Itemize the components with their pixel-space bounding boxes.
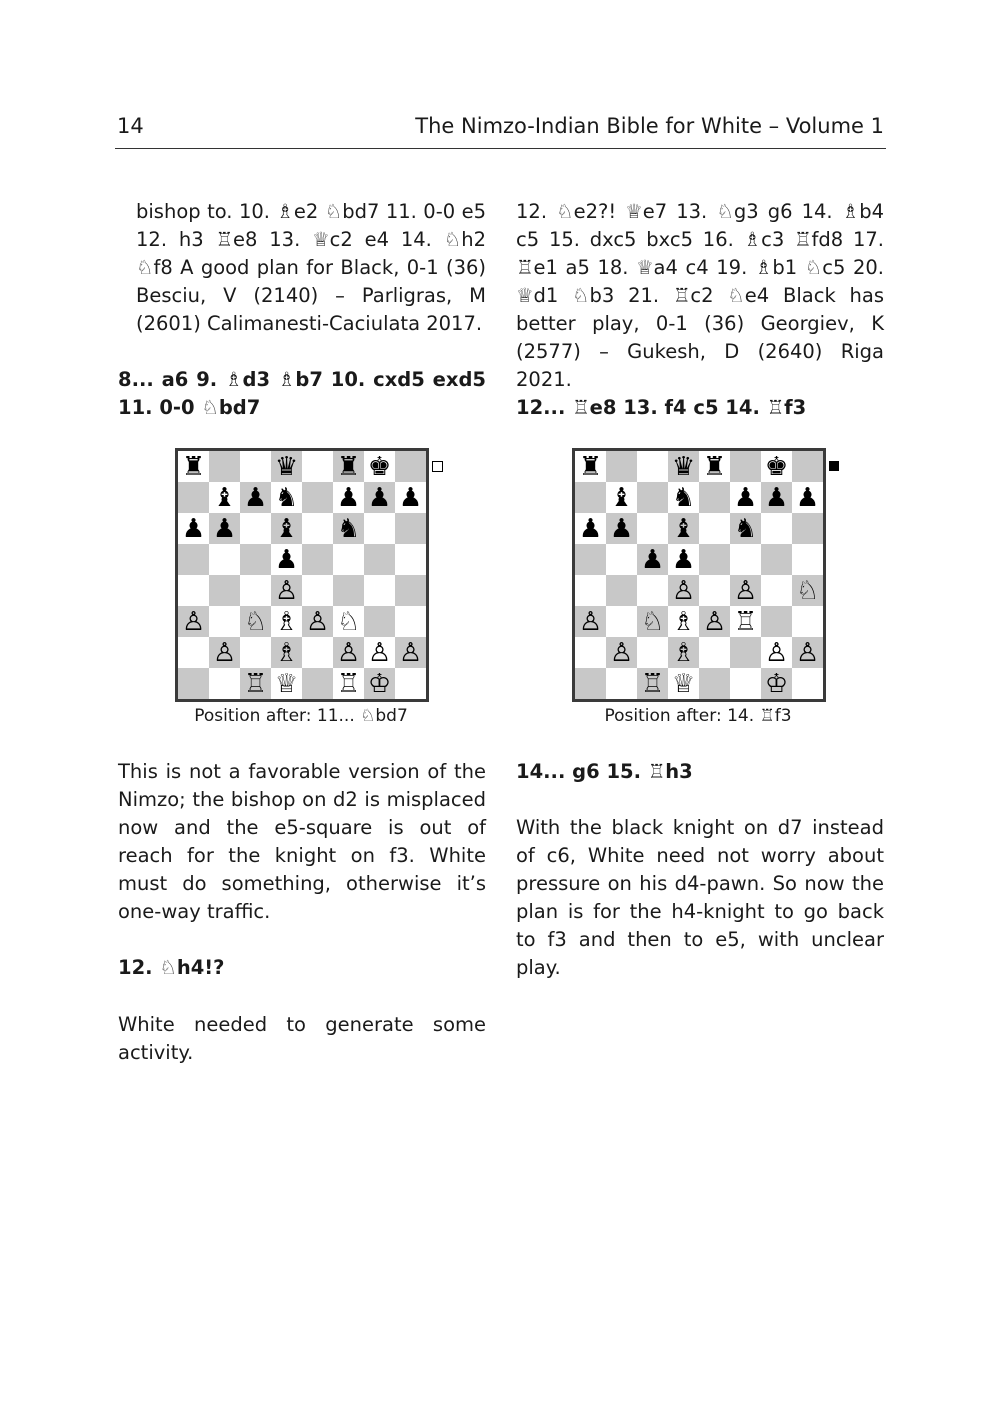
left-paragraph-3-wrap [118,1011,486,1067]
chess-piece-square: ♝ [209,482,240,513]
diagram-caption-2: Position after: 14. ♖f3 [604,706,792,726]
board-square [395,575,426,606]
chess-piece-square: ♘ [333,606,364,637]
chess-piece-square: ♝ [271,513,302,544]
board-square [699,482,730,513]
chess-piece-square: ♟ [637,544,668,575]
board-square [302,668,333,699]
board-square [699,668,730,699]
board-square [606,575,637,606]
chess-piece-square: ♙ [575,606,606,637]
left-paragraph-2-wrap [118,758,486,926]
right-column [516,198,884,394]
board-square [395,544,426,575]
right-paragraph-1: 12. ♘e2?! ♕e7 13. ♘g3 g6 14. ♗b4 c5 15. dxc5 bxc5 16. ♗c3 ♖fd8 17. ♖e1 a5 18. ♕a4 c4 19. ♗b1 ♘c5 20. ♕d1 ♘b3 21. ♖c2 ♘e4 Black has better play, 0-1 (36) Georgiev, K (2577) – Gukesh, D (2640) Riga 2021. [516,200,884,391]
board-square [699,544,730,575]
board-square [178,575,209,606]
chess-piece-square: ♙ [730,575,761,606]
running-title: The Nimzo-Indian Bible for White – Volume 1 [415,114,884,138]
chess-piece-square: ♟ [606,513,637,544]
chess-piece-square: ♙ [209,637,240,668]
board-square [606,606,637,637]
board-square [302,544,333,575]
board-square [730,637,761,668]
left-paragraph-2: This is not a favorable version of the Nimzo; the bishop on d2 is misplaced now and the e5-square is out of reach for the knight on f3. White must do something, otherwise it’s one-way traffic. [118,760,486,923]
board-square [637,575,668,606]
chess-piece-square: ♟ [364,482,395,513]
chess-piece-square: ♝ [668,513,699,544]
board-square [730,451,761,482]
chess-piece-square: ♟ [730,482,761,513]
chess-piece-square: ♙ [364,637,395,668]
chess-piece-square: ♙ [792,637,823,668]
chess-piece-square: ♞ [668,482,699,513]
board-square [364,575,395,606]
board-square [730,544,761,575]
chess-piece-square: ♚ [364,451,395,482]
chess-piece-square: ♞ [333,513,364,544]
chess-piece-square: ♕ [271,668,302,699]
board-square [240,513,271,544]
chess-piece-square: ♟ [209,513,240,544]
board-square [637,451,668,482]
board-square [792,451,823,482]
chess-piece-square: ♙ [699,606,730,637]
chess-piece-square: ♙ [668,575,699,606]
chess-piece-square: ♞ [730,513,761,544]
chess-piece-square: ♖ [637,668,668,699]
board-square [302,513,333,544]
page-number: 14 [117,114,144,138]
board-square [575,575,606,606]
board-square [209,606,240,637]
move-heading: 12... ♖e8 13. f4 c5 14. ♖f3 [516,396,807,419]
white-to-move-indicator [432,461,443,472]
board-square [792,606,823,637]
board-square [178,637,209,668]
left-paragraph-3: White needed to generate some activity. [118,1013,486,1064]
board-square [730,668,761,699]
chess-piece-square: ♟ [271,544,302,575]
chess-piece-square: ♞ [271,482,302,513]
board-square [606,451,637,482]
chess-piece-square: ♜ [333,451,364,482]
board-square [178,482,209,513]
chessboard [175,448,429,702]
right-paragraph-2: With the black knight on d7 instead of c6, White need not worry about pressure on his d4-pawn. So now the plan is for the h4-knight to go back to f3 and then to e5, with unclear play. [516,816,884,979]
chess-piece-square: ♙ [178,606,209,637]
chess-piece-square: ♕ [668,668,699,699]
board-square [240,637,271,668]
chess-piece-square: ♘ [637,606,668,637]
board-square [395,513,426,544]
chess-piece-square: ♖ [333,668,364,699]
board-square [333,575,364,606]
chess-piece-square: ♟ [575,513,606,544]
board-square [699,575,730,606]
chess-piece-square: ♙ [761,637,792,668]
board-square [209,575,240,606]
board-square [209,451,240,482]
chess-piece-square: ♗ [668,606,699,637]
chess-piece-square: ♟ [668,544,699,575]
move-heading: 14... g6 15. ♖h3 [516,760,693,783]
chess-piece-square: ♛ [271,451,302,482]
chess-diagram-1 [175,448,429,702]
board-square [575,544,606,575]
board-square [792,544,823,575]
chess-piece-square: ♙ [302,606,333,637]
chess-diagram-2 [572,448,826,702]
chess-piece-square: ♟ [333,482,364,513]
board-square [209,544,240,575]
board-square [637,482,668,513]
chess-piece-square: ♙ [333,637,364,668]
board-square [575,668,606,699]
chess-piece-square: ♗ [668,637,699,668]
chess-piece-square: ♟ [792,482,823,513]
chess-piece-square: ♝ [606,482,637,513]
chess-piece-square: ♔ [761,668,792,699]
chess-piece-square: ♛ [668,451,699,482]
board-square [302,451,333,482]
board-square [761,606,792,637]
chess-piece-square: ♟ [178,513,209,544]
board-square [302,575,333,606]
board-square [606,668,637,699]
chess-piece-square: ♖ [240,668,271,699]
chess-piece-square: ♙ [271,575,302,606]
black-to-move-indicator [829,461,839,471]
chess-piece-square: ♖ [730,606,761,637]
board-square [240,575,271,606]
chess-piece-square: ♙ [606,637,637,668]
board-square [761,575,792,606]
chess-piece-square: ♟ [240,482,271,513]
board-square [699,637,730,668]
chess-piece-square: ♘ [792,575,823,606]
board-square [637,637,668,668]
right-move-1 [516,394,884,422]
board-square [364,544,395,575]
board-square [761,513,792,544]
move-heading: 12. ♘h4!? [118,956,225,979]
board-square [761,544,792,575]
board-square [333,544,364,575]
chess-piece-square: ♟ [761,482,792,513]
board-square [792,513,823,544]
board-square [240,451,271,482]
board-square [395,451,426,482]
chess-piece-square: ♘ [240,606,271,637]
left-paragraph-1: bishop to. 10. ♗e2 ♘bd7 11. 0-0 e5 12. h3 ♖e8 13. ♕c2 e4 14. ♘h2 ♘f8 A good plan for Black, 0-1 (36) Besciu, V (2140) – Parligras, M (2601) Calimanesti-Caciulata 2017. [136,200,486,335]
chess-piece-square: ♜ [699,451,730,482]
board-square [637,513,668,544]
board-square [395,668,426,699]
left-move-1 [118,366,486,422]
board-square [575,637,606,668]
chess-piece-square: ♗ [271,606,302,637]
chess-piece-square: ♜ [178,451,209,482]
board-square [178,544,209,575]
chess-piece-square: ♙ [395,637,426,668]
board-square [178,668,209,699]
board-square [395,606,426,637]
page-header [115,112,886,149]
left-column [118,198,486,338]
right-move-2 [516,758,884,786]
board-square [364,513,395,544]
chess-piece-square: ♔ [364,668,395,699]
board-square [302,637,333,668]
chess-piece-square: ♗ [271,637,302,668]
board-square [209,668,240,699]
chess-piece-square: ♚ [761,451,792,482]
left-move-2 [118,954,486,982]
chessboard [572,448,826,702]
board-square [302,482,333,513]
right-paragraph-2-wrap [516,814,884,982]
board-square [792,668,823,699]
board-square [699,513,730,544]
chess-piece-square: ♟ [395,482,426,513]
move-heading: 8... a6 9. ♗d3 ♗b7 10. cxd5 exd5 11. 0-0 ♘bd7 [118,368,486,419]
chess-piece-square: ♜ [575,451,606,482]
board-square [364,606,395,637]
board-square [606,544,637,575]
diagram-caption-1: Position after: 11... ♘bd7 [194,706,408,726]
board-square [575,482,606,513]
board-square [240,544,271,575]
